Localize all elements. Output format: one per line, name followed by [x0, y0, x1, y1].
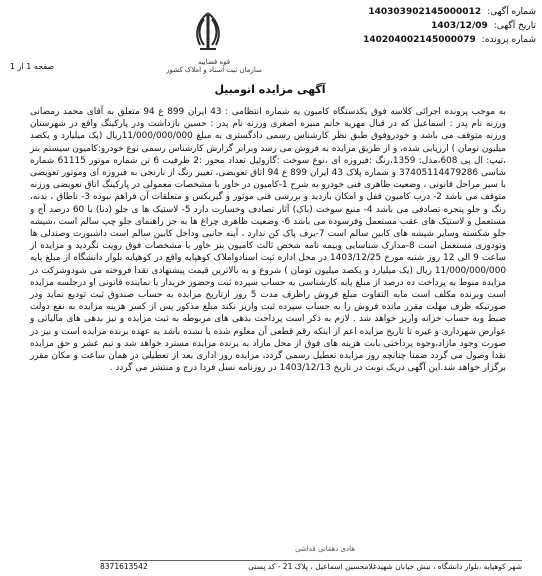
meta-value: 1403/12/09: [431, 21, 488, 31]
announcement-meta: [258, 5, 536, 47]
footer-address: شهر کوهپایه ،بلوار دانشگاه ، نبش خیابان شهیدغلامحسین اسماعیل ، پلاک 21 - کد پستی: [248, 562, 522, 571]
meta-row-case-number: [258, 33, 536, 47]
announcement-body: به موجب پرونده اجرائی کلاسه فوق یکدستگاه کامیون به شماره انتظامی : 43 ایران 899 ع 94 متعلق به آقای محمد رمضانی ورزنه نام پدر : اسماعیل که در قبال مهریه خانم منیره اصغری ورزنه نام پدر : حسین بازداشت ودر پارکینگ واقع در شهرستان ورزنه متوقف می باشد و خودروفوق طبق نظر کارشناس رسمی دادگستری به مبلغ 11/000/000/000ریال (یک میلیارد و یکصد میلیون تومان ) ارزیابی شده، و از طریق مزایده به فروش می رسد وبرابر گزارش کارشناس رسمی نوع خودرو:کامیون سیستم بنز ،تیپ: ال پی 608،مدل: 1359،رنگ :فیروزه ای ،نوع سوخت :گازوئیل تعداد محور :2 ظرفیت 6 تن شماره موتور 61115 شماره شاسی 37405114479286 و شماره پلاک 43 ایران 899 ع 94 اتاق تعویضی، تغییر رنگ از نارنجی به فیروزه ای وموتور تعویضی با سیر مراحل قانونی ، وضعیت ظاهری فنی خودرو به شرح 1-کامیون در خاور با مشخصات معمولی در پارکینگ اتاق نعویضی ورزنه متوقف می باشد 2- درب کامیون قفل و امکان بازدید و بررسی فنی موتور و گیربکس و متعلقات آن فراهم نبوده 3- تاطاق ، بدنه، رنگ و جلو پنجره تصادفی می باشد 4- منبع سوخت (باک) آثار تصادف وخسارت دارد 5- لاستیک ها ی جلو (دنا) با 60 درصد آج و مستعمل و لاستیک های عقب مستعمل وفرسوده می باشد 6- وضعیت ظاهری چراغ ها به جز راهنمای جلو چپ سالم است ،شیشه جلو شکسته وسایر شیشه های کابین سالم است 7-برف پاک کن ندارد ، آینه جانبی وداخل کابین سالم است داشبورت وصندلی ها وتودوزی مستعمل است 8-مدارک شناسایی وبیمه نامه شخص ثالث کامیون بنز خاور با مشخصات فوق رویت نگردید و مزایده از ساعت 9 الی 12 روز شنبه مورخ 1403/12/25 در محل اداره ثبت اسنادواملاک کوهپایه واقع در کوهپایه بلوار دانشگاه از مبلغ پایه 11/000/000/000 ریال (یک میلیارد و یکصد میلیون تومان ) شروع و به بالاترین قیمت پیشنهادی نقدا فروخته می شودوشرکت در مزایده منوط به پرداخت ده درصد از مبلغ پایه کارشناسی به حساب سپرده ثبت وحضور خریدار یا نماینده قانونی او درجلسه مزایده است وبرنده مکلف است مابه التفاوت مبلغ فروش راظرف مدت 5 روز ازتاریخ مزایده به حساب صندوق ثبت تودیع نماید ودر صورتیکه ظرف مهلت مقرر مانده فروش را به حساب سپرده ثبت واریز نکند مبلغ مذکور پس از کسر هزینه مزایده به نفع دولت ضبط وبه حساب خزانه واریز خواهد شد . لازم به ذکر است پرداخت بدهی های مربوطه به ثبت مزایده و نیز بدهی های مالیاتی و عوارض شهرداری و غیره تا تاریخ مزایده اعم از اینکه رقم قطعی آن معلوم شده یا نشده باشد به عهده برنده مزایده است و نیز در صورت وجود مازاد،وجوه پرداختی بابت هزینه های فوق از محل مازاد به برنده مزایده مسترد خواهد شد و نیم عشر و حق مزایده نقدا وصول می گردد ضمنا چنانچه روز مزایده تعطیل رسمی گردد، مزایده روز اداری بعد از تعطیلی در همان ساعت و مکان مقرر برگزار خواهد شد.این آگهی دریک نوبت در تاریخ 1403/12/13 در روزنامه نسل فردا درج و منتشر می گردد .: [30, 107, 507, 374]
iran-emblem-icon: [180, 5, 236, 65]
meta-row-announcement-number: [258, 5, 536, 19]
org-line-judiciary: قوه قضاییه: [197, 58, 231, 66]
org-line-registration: سازمان ثبت اسناد و املاک کشور: [166, 66, 262, 74]
page-indicator: صفحه 1 از 1: [10, 62, 55, 71]
announcement-title: آگهی مزایده اتومبیل: [214, 83, 326, 96]
meta-row-announcement-date: [258, 19, 536, 33]
meta-label: تاریخ آگهی:: [493, 21, 536, 31]
meta-value: 140303902145000012: [368, 7, 482, 17]
meta-label: شماره پرونده:: [481, 35, 536, 45]
footer-phone: 8371613542: [100, 562, 148, 571]
meta-value: 140204002145000079: [363, 35, 476, 45]
organization-name: [130, 58, 298, 74]
footer-divider: [100, 560, 522, 561]
meta-label: شماره آگهی:: [487, 7, 536, 17]
signature: هادی دهقانی قداشی: [295, 545, 355, 553]
footer: [100, 562, 522, 571]
